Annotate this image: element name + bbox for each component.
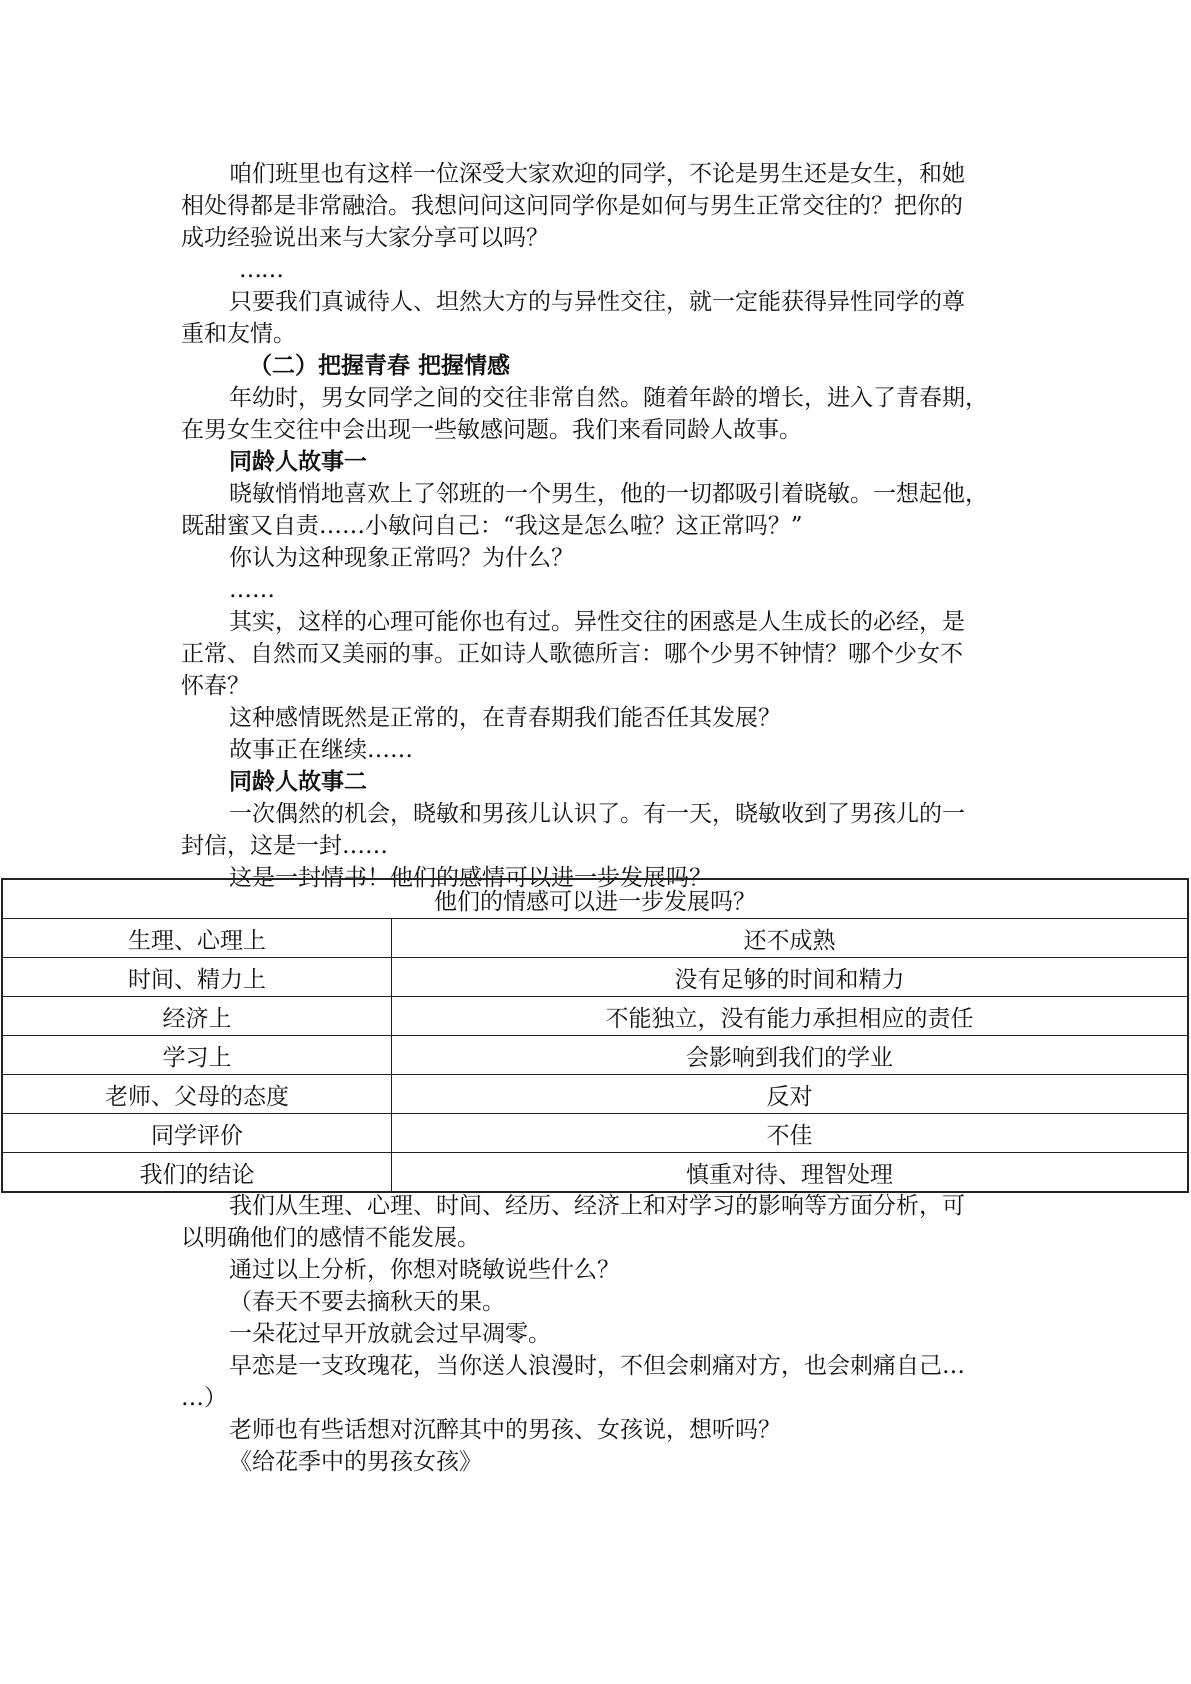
result-cell: 反对: [392, 1075, 1189, 1114]
aspect-cell: 时间、精力上: [2, 958, 392, 997]
section-heading: （二）把握青春 把握情感: [249, 352, 511, 379]
result-cell: 不佳: [392, 1114, 1189, 1153]
paragraph-line: 晓敏悄悄地喜欢上了邻班的一个男生，他的一切都吸引着晓敏。一想起他，: [229, 481, 988, 507]
aspect-cell: 学习上: [2, 1036, 392, 1075]
ellipsis-line: ……: [239, 257, 283, 283]
table-row: [2, 1036, 1188, 1075]
table-row: [2, 1075, 1188, 1114]
table-row: [2, 919, 1188, 958]
story-heading-1: 同龄人故事一: [229, 448, 367, 475]
paragraph-line: 在男女生交往中会出现一些敏感问题。我们来看同龄人故事。: [181, 417, 802, 443]
paragraph-line: 封信，这是一封……: [181, 833, 388, 859]
paragraph-line: 咱们班里也有这样一位深受大家欢迎的同学，不论是男生还是女生，和她: [229, 161, 965, 187]
paragraph-line: …）: [181, 1385, 227, 1411]
ellipsis-line: ……: [229, 577, 275, 603]
paragraph-line: 既甜蜜又自责……小敏问自己：“我这是怎么啦？这正常吗？”: [181, 513, 803, 539]
paragraph-line: 相处得都是非常融洽。我想问问这问同学你是如何与男生正常交往的？把你的: [181, 193, 963, 219]
aspect-cell: 我们的结论: [2, 1153, 392, 1193]
paragraph-line: 成功经验说出来与大家分享可以吗？: [181, 225, 549, 251]
table-row: [2, 958, 1188, 997]
paragraph-line: 重和友情。: [181, 321, 296, 347]
paragraph-line: 早恋是一支玫瑰花，当你送人浪漫时，不但会刺痛对方，也会刺痛自己…: [229, 1353, 965, 1379]
table-row: [2, 1153, 1188, 1193]
body-text-upper: [181, 158, 1001, 894]
book-title-line: 《给花季中的男孩女孩》: [229, 1449, 482, 1475]
paragraph-line: 我们从生理、心理、时间、经历、经济上和对学习的影响等方面分析，可: [229, 1193, 965, 1219]
aspect-cell: 老师、父母的态度: [2, 1075, 392, 1114]
paragraph-line: 这种感情既然是正常的，在青春期我们能否任其发展？: [229, 705, 781, 731]
table-row: [2, 997, 1188, 1036]
paragraph-line: 年幼时，男女同学之间的交往非常自然。随着年龄的增长，进入了青春期，: [229, 385, 988, 411]
paragraph-line: 你认为这种现象正常吗？为什么？: [229, 545, 574, 571]
paragraph-line: 正常、自然而又美丽的事。正如诗人歌德所言：哪个少男不钟情？哪个少女不: [181, 641, 963, 667]
paragraph-line: 其实，这样的心理可能你也有过。异性交往的困惑是人生成长的必经，是: [229, 609, 965, 635]
result-cell: 没有足够的时间和精力: [392, 958, 1189, 997]
aspect-cell: 同学评价: [2, 1114, 392, 1153]
table-title: 他们的情感可以进一步发展吗？: [2, 879, 1188, 919]
body-text-lower: [181, 1190, 1001, 1478]
paragraph-line: （春天不要去摘秋天的果。: [229, 1289, 505, 1315]
paragraph-line: 一朵花过早开放就会过早凋零。: [229, 1321, 551, 1347]
paragraph-line: 老师也有些话想对沉醉其中的男孩、女孩说，想听吗？: [229, 1417, 781, 1443]
result-cell: 慎重对待、理智处理: [392, 1153, 1189, 1193]
paragraph-line: 通过以上分析，你想对晓敏说些什么？: [229, 1257, 620, 1283]
table-row: [2, 1114, 1188, 1153]
aspect-cell: 经济上: [2, 997, 392, 1036]
result-cell: 会影响到我们的学业: [392, 1036, 1189, 1075]
result-cell: 还不成熟: [392, 919, 1189, 958]
paragraph-line: 这是一封情书！他们的感情可以进一步发展吗？: [229, 865, 712, 891]
analysis-table: [1, 878, 1189, 1193]
story-heading-2: 同龄人故事二: [229, 768, 367, 795]
result-cell: 不能独立，没有能力承担相应的责任: [392, 997, 1189, 1036]
paragraph-line: 故事正在继续……: [229, 737, 413, 763]
paragraph-line: 一次偶然的机会，晓敏和男孩儿认识了。有一天，晓敏收到了男孩儿的一: [229, 801, 965, 827]
aspect-cell: 生理、心理上: [2, 919, 392, 958]
table-title-row: [2, 879, 1188, 919]
paragraph-line: 怀春？: [181, 673, 250, 699]
paragraph-line: 以明确他们的感情不能发展。: [181, 1225, 480, 1251]
paragraph-line: 只要我们真诚待人、坦然大方的与异性交往，就一定能获得异性同学的尊: [229, 289, 965, 315]
